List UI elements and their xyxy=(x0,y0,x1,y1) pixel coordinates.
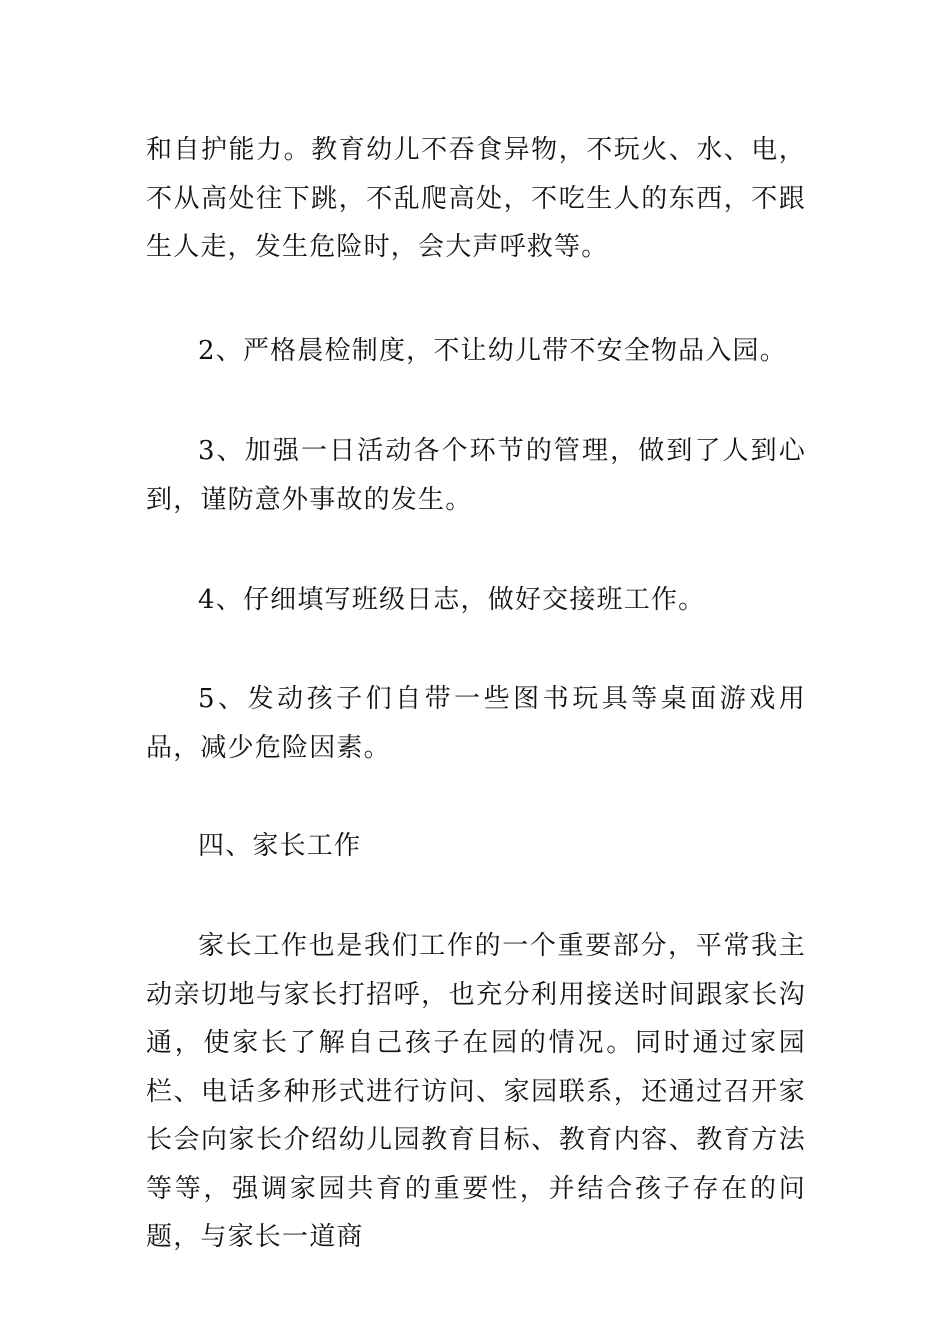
paragraph-self-protection: 和自护能力。教育幼儿不吞食异物，不玩火、水、电，不从高处往下跳，不乱爬高处，不吃生人的东西，不跟生人走，发生危险时，会大声呼救等。 xyxy=(146,135,806,262)
paragraph-item-3-daily-management: 3、加强一日活动各个环节的管理，做到了人到心到，谨防意外事故的发生。 xyxy=(146,436,806,515)
paragraph-parent-work: 家长工作也是我们工作的一个重要部分，平常我主动亲切地与家长打招呼，也充分利用接送时间跟家长沟通，使家长了解自己孩子在园的情况。同时通过家园栏、电话多种形式进行访问、家园联系，还通过召开家长会向家长介绍幼儿园教育目标、教育内容、教育方法等等，强调家园共育的重要性，并结合孩子存在的问题，与家长一道商 xyxy=(146,931,806,1252)
paragraph-item-4-class-log: 4、仔细填写班级日志，做好交接班工作。 xyxy=(198,585,706,615)
section-heading-parent-work: 四、家长工作 xyxy=(198,831,362,861)
paragraph-item-2-morning-check: 2、严格晨检制度，不让幼儿带不安全物品入园。 xyxy=(198,336,787,366)
paragraph-item-5-desk-games: 5、发动孩子们自带一些图书玩具等桌面游戏用品，减少危险因素。 xyxy=(146,684,806,763)
